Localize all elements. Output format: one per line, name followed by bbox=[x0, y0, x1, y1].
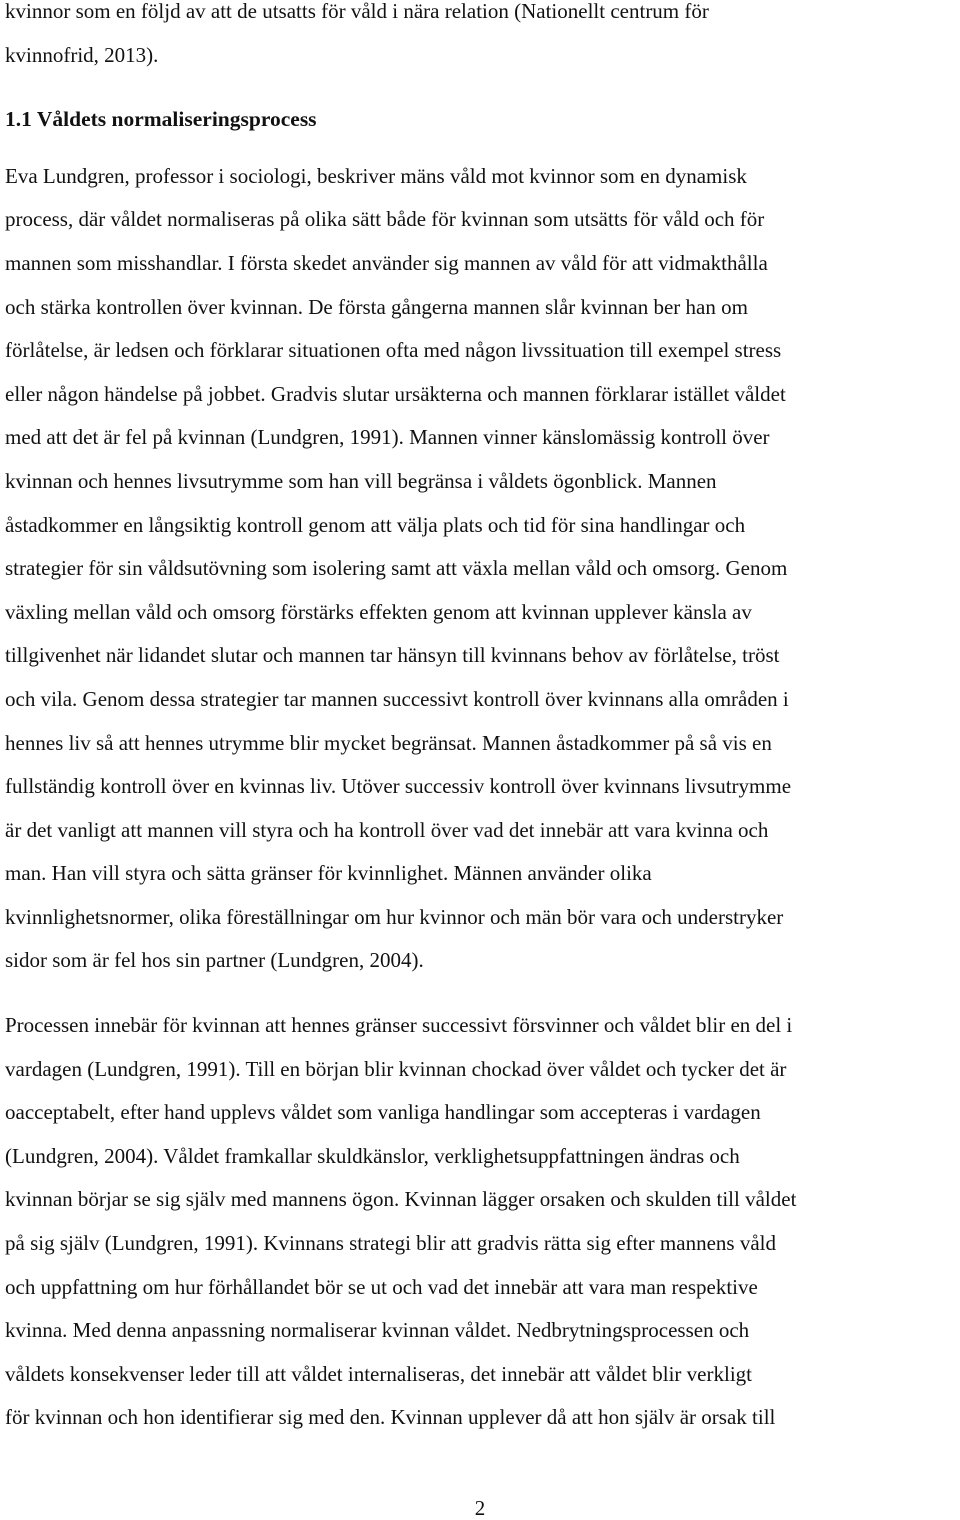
text-line: kvinnofrid, 2013). bbox=[5, 42, 159, 67]
text-line: våldets konsekvenser leder till att våldet internaliseras, det innebär att våldet blir verkligt bbox=[5, 1361, 752, 1386]
text-line: och stärka kontrollen över kvinnan. De första gångerna mannen slår kvinnan ber han om bbox=[5, 294, 748, 319]
text-line: strategier för sin våldsutövning som isolering samt att växla mellan våld och omsorg. Genom bbox=[5, 556, 788, 581]
text-line: åstadkommer en långsiktig kontroll genom att välja plats och tid för sina handlingar och bbox=[5, 512, 746, 537]
text-line: hennes liv så att hennes utrymme blir mycket begränsat. Mannen åstadkommer på så vis en bbox=[5, 730, 772, 755]
intro-paragraph bbox=[5, 0, 960, 77]
text-line: tillgivenhet när lidandet slutar och mannen tar hänsyn till kvinnans behov av förlåtelse, tröst bbox=[5, 643, 780, 668]
text-line: vardagen (Lundgren, 1991). Till en början blir kvinnan chockad över våldet och tycker det är bbox=[5, 1056, 787, 1081]
text-line: kvinnlighetsnormer, olika föreställningar om hur kvinnor och män bör vara och understryker bbox=[5, 904, 784, 929]
text-line: kvinnor som en följd av att de utsatts för våld i nära relation (Nationellt centrum för bbox=[5, 0, 709, 23]
text-line: process, där våldet normaliseras på olika sätt både för kvinnan som utsätts för våld och för bbox=[5, 207, 765, 232]
text-line: och uppfattning om hur förhållandet bör se ut och vad det innebär att vara man respektive bbox=[5, 1274, 758, 1299]
text-line: växling mellan våld och omsorg förstärks effekten genom att kvinnan upplever känsla av bbox=[5, 599, 752, 624]
text-line: kvinnan och hennes livsutrymme som han vill begränsa i våldets ögonblick. Mannen bbox=[5, 468, 717, 493]
page-number: 2 bbox=[474, 1496, 486, 1520]
text-line: sidor som är fel hos sin partner (Lundgren, 2004). bbox=[5, 948, 424, 973]
text-line: man. Han vill styra och sätta gränser för kvinnlighet. Männen använder olika bbox=[5, 861, 652, 886]
text-line: förlåtelse, är ledsen och förklarar situationen ofta med någon livssituation till exempel stress bbox=[5, 338, 782, 363]
paragraph-2 bbox=[5, 1004, 960, 1440]
text-line: eller någon händelse på jobbet. Gradvis slutar ursäkterna och mannen förklarar istället våldet bbox=[5, 381, 786, 406]
text-line: kvinna. Med denna anpassning normaliserar kvinnan våldet. Nedbrytningsprocessen och bbox=[5, 1318, 750, 1343]
text-line: Processen innebär för kvinnan att hennes gränser successivt försvinner och våldet blir en del i bbox=[5, 1013, 793, 1038]
text-line: Eva Lundgren, professor i sociologi, beskriver mäns våld mot kvinnor som en dynamisk bbox=[5, 163, 747, 188]
paragraph-1 bbox=[5, 155, 960, 983]
text-line: oacceptabelt, efter hand upplevs våldet som vanliga handlingar som accepteras i vardagen bbox=[5, 1100, 761, 1125]
text-line: på sig själv (Lundgren, 1991). Kvinnans strategi blir att gradvis rätta sig efter mannens våld bbox=[5, 1231, 776, 1256]
text-line: för kvinnan och hon identifierar sig med den. Kvinnan upplever då att hon själv är orsak till bbox=[5, 1405, 776, 1430]
text-line: mannen som misshandlar. I första skedet använder sig mannen av våld för att vidmakthålla bbox=[5, 250, 768, 275]
text-line: och vila. Genom dessa strategier tar mannen successivt kontroll över kvinnans alla områden i bbox=[5, 686, 789, 711]
text-line: fullständig kontroll över en kvinnas liv. Utöver successiv kontroll över kvinnans livsutrymme bbox=[5, 774, 792, 799]
text-line: med att det är fel på kvinnan (Lundgren, 1991). Mannen vinner känslomässig kontroll över bbox=[5, 425, 770, 450]
text-line: (Lundgren, 2004). Våldet framkallar skuldkänslor, verklighetsuppfattningen ändras och bbox=[5, 1143, 740, 1168]
paragraph-spacer bbox=[5, 983, 960, 1004]
section-heading: 1.1 Våldets normaliseringsprocess bbox=[5, 107, 317, 132]
text-line: kvinnan börjar se sig själv med mannens ögon. Kvinnan lägger orsaken och skulden till våldet bbox=[5, 1187, 797, 1212]
text-line: är det vanligt att mannen vill styra och ha kontroll över vad det innebär att vara kvinna och bbox=[5, 817, 769, 842]
document-page bbox=[5, 0, 960, 1440]
